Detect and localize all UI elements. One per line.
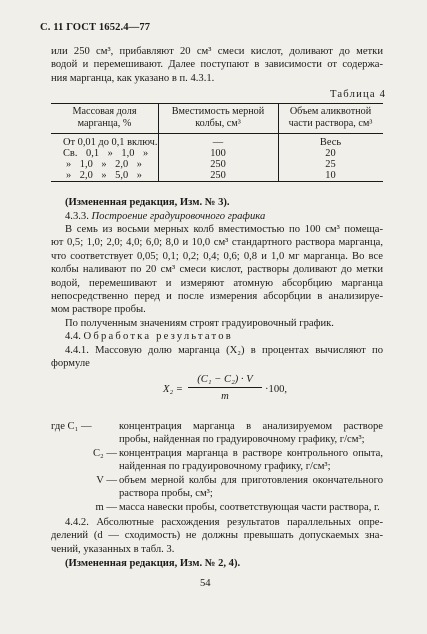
table-header-cell: Объем аликвотной части раствора, см³ — [288, 106, 373, 130]
formula-lhs: X₂ = — [163, 384, 183, 395]
document-page: С. 11 ГОСТ 1652.4—77 или 250 см³, прибавляют 20 см³ смеси кислот, доливают до метки водой и перемешивают. Далее поступают в зависимости от содержа- ния марганца, как указано в п. 4.3.1. Таблица 4 Массовая доля марганца, % Вместимость мерной колбы, см³ Объем аликвотной части раствора, см³ От 0,01 до 0,1 включ. — Весь Св. 0,1 » 1,0 » 100 20 » 1,0 » 2,0 » 250 25 » 2,0 » 5,0 » 250 10 (Измененная редакция, Изм. № 3). 4.3.3. Построение градуировочного графика В семь из восьми мерных колб вместимостью по 100 см³ помеща- ют 0,5; 1,0; 2,0; 4,0; 6,0; 8,0 и 10,0 см³ стандартного раствора марганца, что соответствует 0,05; 0,1; 0,2; 0,4; 0,6; 0,8 и 1,0 мг марганца. Во все колбы наливают по 20 см³ смеси кислот, растворы доливают до метки водой, перемешивают и измеряют атомную абсорбцию марганца непосредственно перед и после измерения абсорбции в анализируе- мом растворе пробы. По полученным значениям строят градуировочный график. 4.4. Обработка результатов 4.4.1. Массовую долю марганца (X₂) в процентах вычисляют по формуле X₂ = $\frac{\text{(C₁ − C₂) · V}}{m}$ ·100, где C₁ — концентрация марганца в анализируемом растворе пробы, найденная по градуировочному графику, г/см³; C₂ — концентрация марганца в растворе контрольного опыта, найденная по градуировочному графику, г/см³; V — объем мерной колбы для приготовления окончательного раствора пробы, см³; m — масса навески пробы, соответствующая части раствора, г. 4.4.2. Абсолютные расхождения результатов параллельных опре- делений (d — сходимость) не должны превышать допускаемых зна- чений, указанных в табл. 3. (Измененная редакция, Изм. № 2, 4). 54 — [40, 22, 387, 589]
text-line: что соответствует 0,05; 0,1; 0,2; 0,4; 0,6; 0,8 и 1,0 мг марганца. Во все — [51, 250, 383, 262]
table-cell: 20 — [325, 148, 336, 159]
text-line: чений, указанных в табл. 3. — [51, 543, 175, 555]
table-cell: » 1,0 » 2,0 » — [66, 159, 142, 170]
edit-note: (Измененная редакция, Изм. № 3). — [65, 197, 230, 208]
table-cell: 100 — [210, 148, 226, 159]
table-header-cell: Вместимость мерной колбы, см³ — [171, 106, 265, 130]
formula-rhs: ·100, — [265, 384, 288, 395]
formula-fraction — [188, 373, 262, 404]
table-top-rule — [51, 103, 383, 104]
text-line: или 250 см³, прибавляют 20 см³ смеси кислот, доливают до метки — [51, 46, 383, 57]
text-line: формуле — [51, 358, 90, 370]
text-line: водой, перемешивают и измеряют атомную абсорбцию марганца — [51, 277, 383, 289]
table-header-rule — [51, 133, 383, 134]
text-line: По полученным значениям строят градуировочный график. — [65, 317, 334, 329]
text-line: ют 0,5; 1,0; 2,0; 4,0; 6,0; 8,0 и 10,0 см³ стандартного раствора марганца, — [51, 237, 383, 249]
text-line: 4.4.1. Массовую долю марганца (X₂) в процентах вычисляют по — [65, 345, 383, 356]
table-cell: » 2,0 » 5,0 » — [66, 170, 142, 181]
paragraph-4-3-3 — [51, 223, 383, 330]
table-cell: 10 — [325, 170, 336, 181]
table-cell: 250 — [210, 159, 226, 170]
section-heading: 4.3.3. Построение градуировочного графика — [65, 211, 266, 222]
text-line: мом растворе пробы. — [51, 304, 146, 316]
formula-denominator: m — [221, 391, 229, 403]
text-line: ния марганца, как указано в п. 4.3.1. — [51, 72, 215, 84]
paragraph-4-4-1 — [51, 344, 383, 371]
text-line: В семь из восьми мерных колб вместимостью по 100 см³ помеща- — [65, 224, 383, 235]
text-line: непосредственно перед и после измерения абсорбции в анализируе- — [51, 291, 383, 303]
page-number: 54 — [200, 578, 211, 589]
table-title: Таблица 4 — [330, 89, 387, 100]
text-line: водой и перемешивают. Далее поступают в зависимости от содержа- — [51, 59, 383, 71]
text-line: колбы наливают по 20 см³ смеси кислот, растворы доливают до метки — [51, 264, 383, 276]
table-cell: Весь — [319, 137, 342, 148]
intro-paragraph — [51, 45, 383, 85]
edit-note: (Измененная редакция, Изм. № 2, 4). — [65, 558, 241, 569]
running-header: С. 11 ГОСТ 1652.4—77 — [40, 22, 151, 33]
paragraph-4-4-2 — [51, 516, 383, 556]
text-line: 4.4.2. Абсолютные расхождения результатов параллельных опре- — [65, 517, 383, 528]
table-cell: Св. 0,1 » 1,0 » — [63, 148, 149, 159]
table-cell: 250 — [210, 170, 226, 181]
table-cell: От 0,01 до 0,1 включ. — [63, 137, 158, 148]
table-cell: — — [212, 137, 224, 148]
formula-numerator: (C₁ − C₂) · V — [188, 373, 262, 388]
section-heading: 4.4. Обработка результатов — [65, 331, 233, 342]
text-line: делений (d — сходимость) не должны превышать допускаемых зна- — [51, 530, 383, 542]
table-header-cell: Массовая доля марганца, % — [72, 106, 137, 130]
table-cell: 25 — [325, 159, 336, 170]
